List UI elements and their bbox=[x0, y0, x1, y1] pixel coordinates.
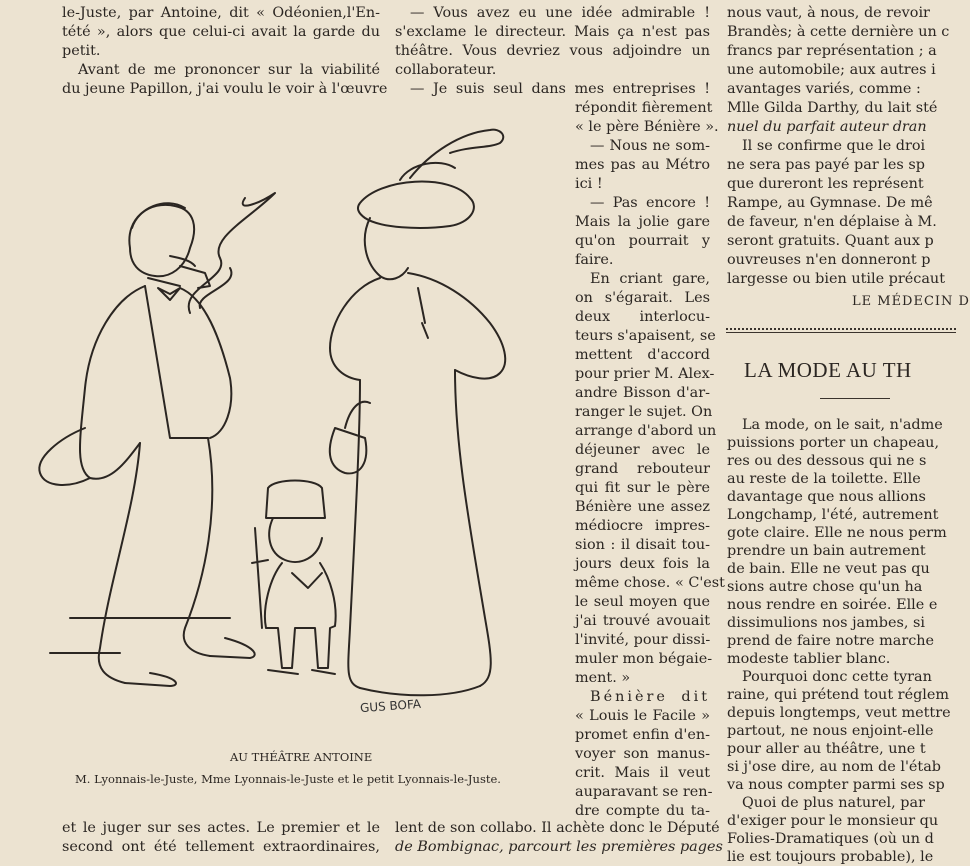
text-line: le-Juste, par Antoine, dit « Odéonien,l'En- bbox=[62, 5, 380, 21]
text-line: va nous compter parmi ses sp bbox=[727, 777, 945, 793]
text-line: Avant de me prononcer sur la viabilité bbox=[78, 62, 380, 78]
text-line: arrange d'abord un bbox=[575, 423, 717, 439]
text-line: l'invité, pour dissi- bbox=[575, 632, 711, 648]
text-line: ici ! bbox=[575, 176, 603, 192]
text-line: que dureront les représent bbox=[727, 176, 924, 192]
text-line: j'ai trouvé avouait bbox=[575, 613, 710, 629]
caricature-illustration bbox=[30, 108, 550, 748]
text-line: on s'égarait. Les bbox=[575, 290, 710, 306]
text-line: largesse ou bien utile précaut bbox=[727, 271, 945, 287]
text-line: crit. Mais il veut bbox=[575, 765, 710, 781]
text-line: andre Bisson d'ar- bbox=[575, 385, 710, 401]
text-line: promet enfin d'en- bbox=[575, 727, 710, 743]
text-line: davantage que nous allions bbox=[727, 489, 926, 505]
caption-text: M. Lyonnais-le-Juste, Mme Lyonnais-le-Juste et le petit Lyonnais-le-Juste. bbox=[75, 772, 501, 786]
text-line: — Pas encore ! bbox=[590, 195, 710, 211]
text-line: Mais la jolie gare bbox=[575, 214, 710, 230]
text-line: sions autre chose qu'un ha bbox=[727, 579, 923, 595]
text-line: jours deux fois la bbox=[575, 556, 710, 572]
text-line: — Je suis seul dans mes entreprises ! bbox=[410, 81, 710, 97]
text-line: petit. bbox=[62, 43, 101, 59]
text-line: pour aller au théâtre, une t bbox=[727, 741, 926, 757]
section-divider-line bbox=[726, 332, 956, 335]
text-line: seront gratuits. Quant aux p bbox=[727, 233, 934, 249]
text-line: sion : il disait tou- bbox=[575, 537, 710, 553]
text-line: dissimulions nos jambes, si bbox=[727, 615, 926, 631]
caption-title: AU THÉÂTRE ANTOINE bbox=[230, 750, 373, 764]
text-line: auparavant se ren- bbox=[575, 784, 713, 800]
text-line: Bénière une assez bbox=[575, 499, 710, 515]
text-line: Longchamp, l'été, autrement bbox=[727, 507, 939, 523]
text-line: si j'ose dire, au nom de l'étab bbox=[727, 759, 942, 775]
text-line: médiocre impres- bbox=[575, 518, 710, 534]
text-line: muler mon bégaie- bbox=[575, 651, 713, 667]
text-line: Il se confirme que le droi bbox=[742, 138, 926, 154]
text-line: « Louis le Facile » bbox=[575, 708, 710, 724]
text-line: mettent d'accord bbox=[575, 347, 710, 363]
text-line: dre compte du ta- bbox=[575, 803, 710, 819]
text-line: nous vaut, à nous, de revoir bbox=[727, 5, 930, 21]
text-line: raine, qui prétend tout réglem bbox=[727, 687, 950, 703]
text-line: modeste tablier blanc. bbox=[727, 651, 891, 667]
text-line: lent de son collabo. Il achète donc le Député bbox=[395, 820, 720, 836]
text-line: prendre un bain autrement bbox=[727, 543, 926, 559]
text-line: avantages variés, comme : bbox=[727, 81, 921, 97]
text-line: « le père Bénière ». bbox=[575, 119, 719, 135]
text-line: de faveur, n'en déplaise à M. bbox=[727, 214, 937, 230]
text-line: En criant gare, bbox=[590, 271, 710, 287]
text-line: une automobile; aux autres i bbox=[727, 62, 936, 78]
text-line: deux interlocu- bbox=[575, 309, 710, 325]
text-line: Brandès; à cette dernière un c bbox=[727, 24, 950, 40]
title-underline bbox=[820, 398, 890, 399]
text-line: ment. » bbox=[575, 670, 631, 686]
text-line: Folies-Dramatiques (où un d bbox=[727, 831, 934, 847]
text-line: tété », alors que celui-ci avait la garde du bbox=[62, 24, 380, 40]
text-line: prend de faire notre marche bbox=[727, 633, 935, 649]
text-line: — Vous avez eu une idée admirable ! bbox=[410, 5, 710, 21]
text-line: mes pas au Métro bbox=[575, 157, 710, 173]
text-line: lie est toujours probable), le bbox=[727, 849, 934, 865]
section-title: LA MODE AU TH bbox=[744, 358, 912, 382]
text-line: Pourquoi donc cette tyran bbox=[742, 669, 932, 685]
text-line: Quoi de plus naturel, par bbox=[742, 795, 925, 811]
text-line: ranger le sujet. On bbox=[575, 404, 713, 420]
text-line: grand rebouteur bbox=[575, 461, 710, 477]
text-line: gote claire. Elle ne nous perm bbox=[727, 525, 947, 541]
text-line: partout, ne nous enjoint-elle bbox=[727, 723, 934, 739]
text-line: teurs s'apaisent, se bbox=[575, 328, 716, 344]
text-line: répondit fièrement bbox=[575, 100, 713, 116]
text-line: faire. bbox=[575, 252, 614, 268]
text-line: ne sera pas payé par les sp bbox=[727, 157, 925, 173]
text-line: puissions porter un chapeau, bbox=[727, 435, 940, 451]
text-line: voyer son manus- bbox=[575, 746, 710, 762]
text-line: et le juger sur ses actes. Le premier et le bbox=[62, 820, 380, 836]
text-line: nous rendre en soirée. Elle e bbox=[727, 597, 938, 613]
text-line: second ont été tellement extraordinaires, bbox=[62, 839, 380, 855]
text-line: d'exiger pour le monsieur qu bbox=[727, 813, 939, 829]
artist-signature: GUS BOFA bbox=[359, 696, 422, 716]
text-line: qui fit sur le père bbox=[575, 480, 710, 496]
text-line: Bénière dit bbox=[590, 689, 710, 705]
text-line: pour prier M. Alex- bbox=[575, 366, 715, 382]
text-line: déjeuner avec le bbox=[575, 442, 710, 458]
text-line: de Bombignac, parcourt les premières pages bbox=[395, 839, 723, 855]
author-signature: LE MÉDECIN D bbox=[852, 294, 970, 309]
text-line: ouvreuses n'en donneront p bbox=[727, 252, 931, 268]
text-line: Mlle Gilda Darthy, du lait sté bbox=[727, 100, 938, 116]
text-line: le seul moyen que bbox=[575, 594, 710, 610]
text-line: depuis longtemps, veut mettre bbox=[727, 705, 951, 721]
text-line: qu'on pourrait y bbox=[575, 233, 710, 249]
text-line: — Nous ne som- bbox=[590, 138, 710, 154]
text-line: nuel du parfait auteur dran bbox=[727, 119, 927, 135]
text-line: au reste de la toilette. Elle bbox=[727, 471, 921, 487]
text-line: francs par représentation ; a bbox=[727, 43, 937, 59]
text-line: théâtre. Vous devriez vous adjoindre un bbox=[395, 43, 710, 59]
text-line: collaborateur. bbox=[395, 62, 497, 78]
text-line: de bain. Elle ne veut pas qu bbox=[727, 561, 930, 577]
text-line: res ou des dessous qui ne s bbox=[727, 453, 927, 469]
text-line: du jeune Papillon, j'ai voulu le voir à l'œuvre bbox=[62, 81, 388, 97]
text-line: La mode, on le sait, n'adme bbox=[742, 417, 943, 433]
text-line: même chose. « C'est bbox=[575, 575, 725, 591]
text-line: s'exclame le directeur. Mais ça n'est pas bbox=[395, 24, 710, 40]
text-line: Rampe, au Gymnase. De mê bbox=[727, 195, 933, 211]
